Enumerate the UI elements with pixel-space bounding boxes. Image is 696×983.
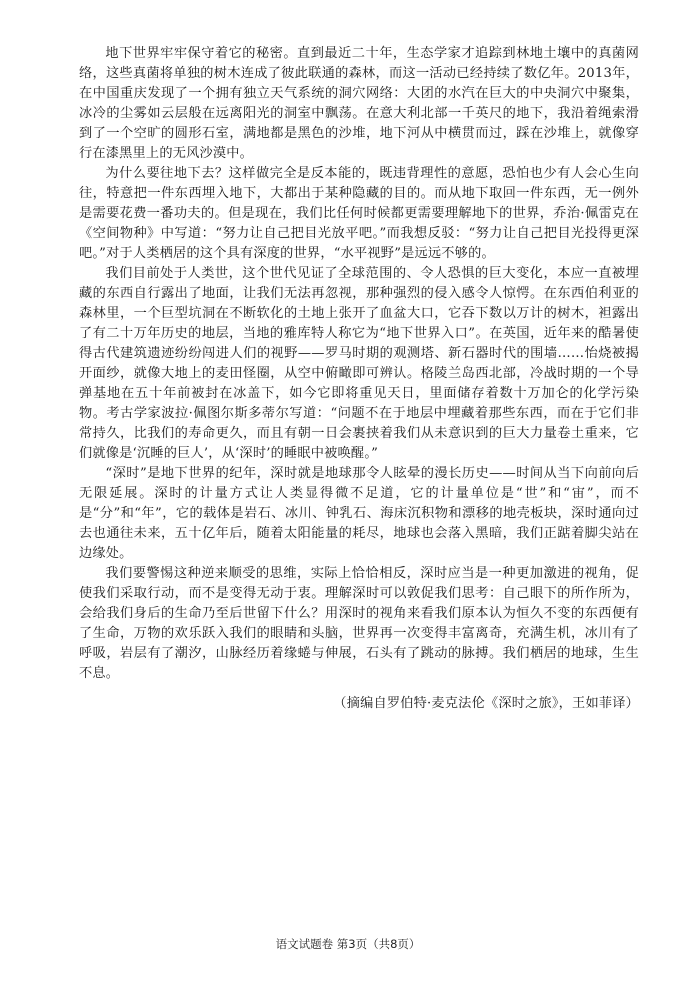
source-citation: （摘编自罗伯特·麦克法伦《深时之旅》，王如菲译） xyxy=(333,696,639,711)
article-body xyxy=(79,44,639,714)
paragraph-4: “深时”是地下世界的纪年，深时就是地球那令人眩晕的漫长历史——时间从当下向前向后无限延展。深时的计量方式让人类显得微不足道，它的计量单位是“世”和“宙”，而不是“分”和“年”，它的载体是岩石、冰川、钟乳石、海床沉积物和漂移的地壳板块，深时通向过去也通往未来，五十亿年后，随着太阳能量的耗尽，地球也会落入黑暗，我们正踮着脚尖站在边缘处。 xyxy=(79,466,639,561)
paragraph-2: 为什么要往地下去？这样做完全是反本能的，既违背理性的意愿，恐怕也少有人会心生向往，特意把一件东西埋入地下，大都出于某种隐藏的目的。而从地下取回一件东西，无一例外是需要花费一番功夫的。但是现在，我们比任何时候都更需要理解地下的世界，乔治·佩雷克在《空间物种》中写道：“努力让自己把目光放平吧。”而我想反驳：“努力让自己把目光投得更深吧。”对于人类栖居的这个具有深度的世界，“水平视野”是远远不够的。 xyxy=(79,166,639,261)
paragraph-3: 我们目前处于人类世，这个世代见证了全球范围的、令人恐惧的巨大变化，本应一直被埋藏的东西自行露出了地面，让我们无法再忽视，那种强烈的侵入感令人惊愕。在东西伯利亚的森林里，一个巨型坑洞在不断软化的土地上张开了血盆大口，它吞下数以万计的树木，袒露出了有二十万年历史的地层，当地的雅库特人称它为“地下世界入口”。在英国，近年来的酷暑使得古代建筑遗迹纷纷闯进人们的视野——罗马时期的观测塔、新石器时代的围墙……怡烧被揭开面纱，就像大地上的麦田怪圈，从空中俯瞰即可辨认。格陵兰岛西北部，冷战时期的一个导弹基地在五十年前被封在冰盖下，如今它即将重见天日，里面储存着数十万加仑的化学污染物。考古学家波拉·佩图尔斯多蒂尔写道：“问题不在于地层中埋藏着那些东西，而在于它们非常持久，比我们的寿命更久，而且有朝一日会裹挟着我们从未意识到的巨大力量卷土重来，它们就像是‘沉睡的巨人’，从‘深时’的睡眠中被唤醒。” xyxy=(79,266,639,461)
paragraph-5: 我们要警惕这种逆来顺受的思维，实际上恰恰相反，深时应当是一种更加激进的视角，促使我们采取行动，而不是变得无动于衷。理解深时可以敦促我们思考：自己眼下的所作所为，会给我们身后的生命乃至后世留下什么？用深时的视角来看我们原本认为恒久不变的东西便有了生命，万物的欢乐跃入我们的眼睛和头脑，世界再一次变得丰富离奇，充满生机，冰川有了呼吸，岩层有了潮汐，山脉经历着缘蜷与伸展，石头有了跳动的脉搏。我们栖居的地球，生生不息。 xyxy=(79,566,639,681)
page-footer: 语文试题卷 第3页（共8页） xyxy=(275,937,421,951)
paragraph-1: 地下世界牢牢保守着它的秘密。直到最近二十年，生态学家才追踪到林地土壤中的真菌网络，这些真菌将单独的树木连成了彼此联通的森林，而这一活动已经持续了数亿年。2013年，在中国重庆发现了一个拥有独立天气系统的洞穴网络：大团的水汽在巨大的中央洞穴中聚集，冰冷的尘雾如云层般在远离阳光的洞室中飘荡。在意大利北部一千英尺的地下，我沿着绳索滑到了一个空旷的圆形石室，满地都是黑色的沙堆，地下河从中横贯而过，踩在沙堆上，就像穿行在漆黑里上的无风沙漠中。 xyxy=(79,46,639,161)
